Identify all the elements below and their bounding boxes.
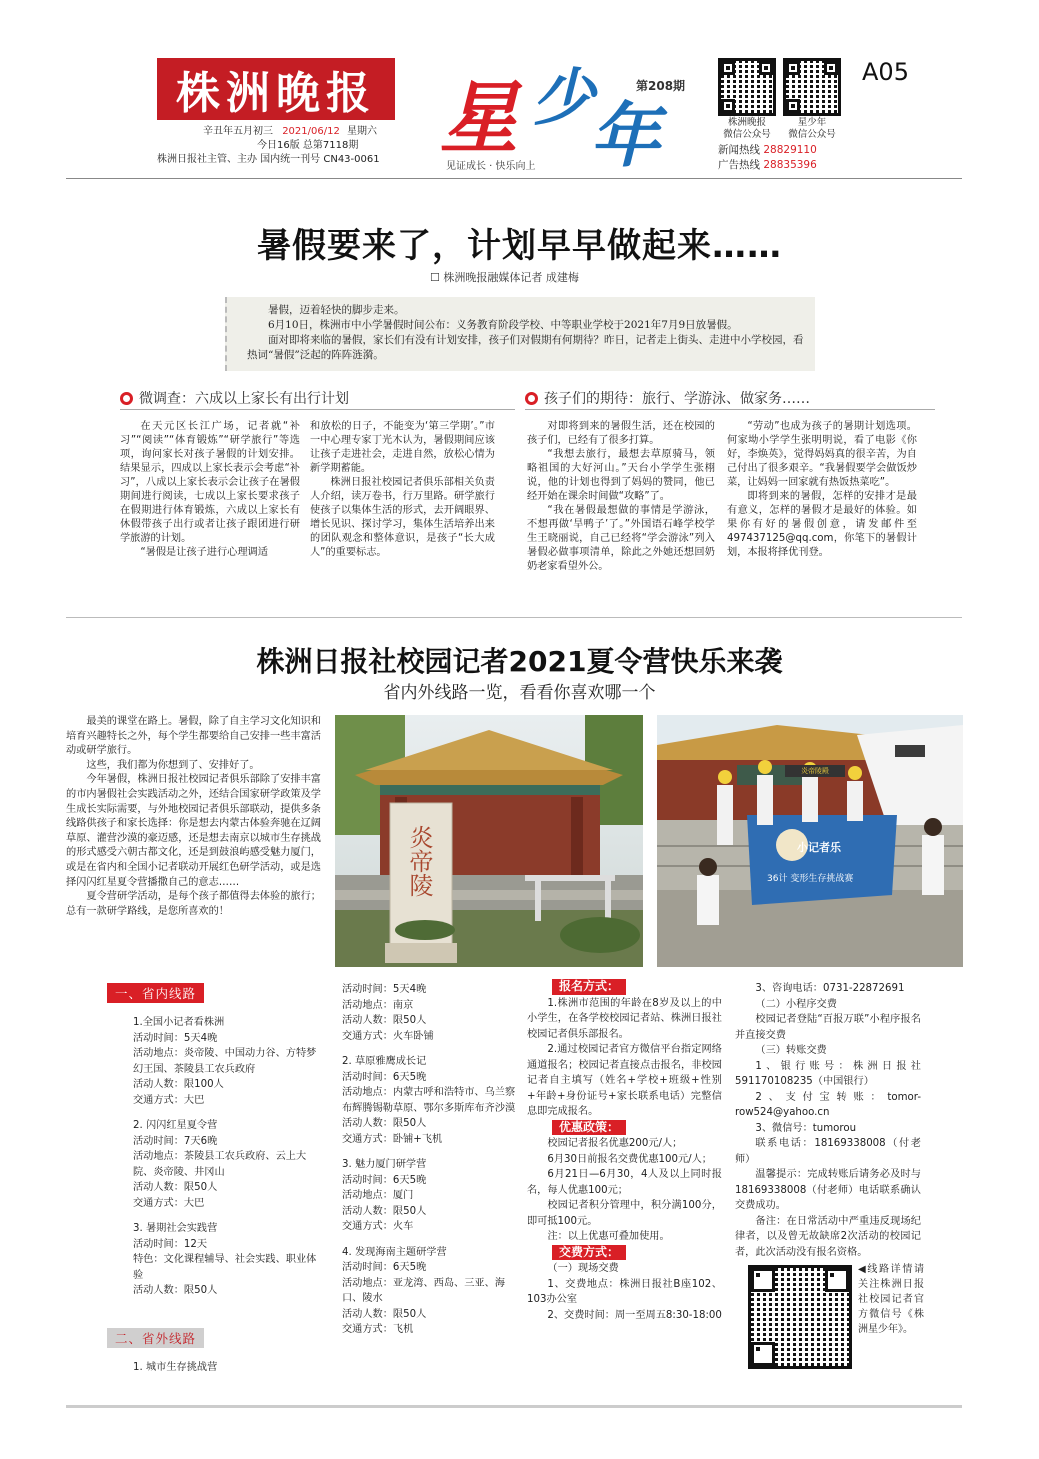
tab-domestic-routes: 一、省内线路 [107, 983, 204, 1003]
weekday: 星期六 [347, 126, 378, 137]
qr1-caption [722, 117, 772, 141]
route-detail: 活动人数：限50人 [342, 1205, 427, 1217]
route-detail: 活动人数：限50人 [133, 1182, 218, 1193]
photo-yandi-mausoleum [335, 715, 643, 967]
news-hotline-label: 新闻热线 [718, 144, 760, 156]
payment-item: 1、交费地点：株洲日报社B座102、103办公室 [527, 1278, 722, 1305]
page-number: A05 [862, 58, 909, 86]
routes-col2 [320, 982, 525, 1338]
paragraph: 对即将到来的暑假生活，还在校园的孩子们，已经有了很多打算。 [527, 421, 715, 446]
ad-hotline [718, 157, 817, 172]
ad-hotline-number: 28835396 [763, 159, 817, 171]
route-title: 3. 暑期社会实践营 [133, 1223, 218, 1234]
slogan: 见证成长 · 快乐向上 [446, 161, 536, 172]
qr-code-campus-reporter [748, 1265, 852, 1369]
route-detail: 活动时间：6天5晚 [342, 1262, 427, 1273]
signup-title: 报名方式： [552, 979, 626, 995]
article2-subheadline: 省内外线路一览，看看你喜欢哪一个 [383, 683, 656, 703]
paragraph: 夏令营研学活动，是每个孩子都值得去体验的旅行；总有一款研学路线，是您所喜欢的！ [66, 891, 321, 917]
payment-item: 校园记者登陆“百报万联”小程序报名并直接交费 [735, 1014, 921, 1041]
route-detail: 活动时间：12天 [133, 1238, 208, 1250]
supplement-logo-char-2: 少 [532, 61, 595, 134]
qr1-caption-line1: 株洲晚报 [727, 117, 766, 128]
route-detail: 活动地点：厦门 [342, 1190, 414, 1201]
route-title: 2. 草原雅鹰成长记 [342, 1056, 427, 1067]
news-hotline [718, 142, 817, 157]
paragraph: 即将到来的暑假，怎样的安排才是最有意义，怎样的暑假才是最好的体验。如果你有好的暑假创意，请发邮件至 497437125@qq.com，你笔下的暑假计划，本报将择优刊登。 [727, 491, 917, 558]
paragraph: 在天元区长江广场，记者就“补习”“阅读”“体育锻炼”“研学旅行”等选项，询问家长对孩子暑假的计划安排。结果显示，四成以上家长表示会考虑“补习”，八成以上家长表示会让孩子在暑假期间进行阅读，七成以上家长要求孩子在假期进行体育锻炼，六成以上家长有休假带孩子出行或者让孩子跟团进行研学旅游的计划。 [120, 421, 300, 544]
route-detail: 活动时间：6天5晚 [342, 1071, 427, 1083]
article-divider [66, 617, 962, 618]
section-bullet-icon [525, 392, 538, 405]
lead-paragraph: 6月10日，株洲市中小学暑假时间公布：义务教育阶段学校、中等职业学校于2021年7月9日放暑假。 [268, 319, 738, 331]
route-detail: 活动时间：7天6晚 [133, 1135, 218, 1147]
discount-item: 6月21日—6月30，4人及以上同时报名，每人优惠100元； [527, 1169, 722, 1196]
paper-logo: 株洲晚报 [157, 58, 395, 120]
route-detail: 特色：文化课程辅导、社会实践、职业体验 [133, 1254, 317, 1281]
discount-title: 优惠政策： [552, 1120, 626, 1136]
qr-note: ◀线路详情请关注株洲日报社校园记者官方微信号《株洲星少年》。 [858, 1264, 924, 1335]
route-detail: 活动地点：南京 [342, 999, 414, 1011]
section-bullet-icon [120, 392, 133, 405]
route-detail: 交通方式：飞机 [342, 1324, 414, 1335]
payment-column [735, 981, 921, 1260]
qr-code-xingshaonian [783, 58, 841, 116]
route-detail: 活动人数：限50人 [133, 1285, 218, 1296]
reminder: 温馨提示：完成转账后请务必及时与18169338008（付老师）电话联系确认交费成功。 [735, 1169, 921, 1211]
contact-phone: 联系电话：18169338008（付老师） [735, 1138, 921, 1165]
payment-item: 2、支付宝转账：tomor-row524@yahoo.cn [735, 1091, 921, 1118]
signup-column [527, 979, 722, 1323]
discount-item: 注：以上优惠可叠加使用。 [547, 1231, 670, 1242]
route-title: 1. 城市生存挑战营 [133, 1362, 218, 1373]
route-detail: 活动人数：限50人 [342, 1118, 427, 1129]
qr2-caption-line2: 微信公众号 [788, 129, 836, 140]
route-detail: 交通方式：卧铺+飞机 [342, 1133, 443, 1145]
payment-item: （二）小程序交费 [755, 998, 837, 1010]
route-title: 1.全国小记者看株洲 [133, 1017, 225, 1028]
qr1-caption-line2: 微信公众号 [723, 129, 771, 140]
discount-item: 校园记者积分管理中，积分满100分，即可抵100元。 [527, 1200, 722, 1227]
lead-paragraph: 暑假，迈着轻快的脚步走来。 [268, 304, 405, 316]
payment-item: 3、咨询电话：0731-22872691 [755, 983, 905, 994]
payment-item: （三）转账交费 [755, 1045, 827, 1056]
section1-heading [120, 388, 349, 408]
payment-title: 交费方式： [552, 1245, 626, 1261]
date: 2021/06/12 [282, 126, 340, 137]
paragraph: 这些，我们都为你想到了、安排好了。 [86, 759, 260, 771]
route-detail: 活动时间：5天4晚 [133, 1032, 218, 1044]
date-line [203, 125, 377, 138]
route-detail: 活动人数：限100人 [133, 1079, 224, 1090]
qr2-caption-line1: 星少年 [797, 117, 827, 128]
payment-item: 3、微信号：tumorou [755, 1122, 857, 1134]
lunar-date: 辛丑年五月初三 [203, 126, 273, 137]
route-detail: 活动人数：限50人 [342, 1015, 427, 1026]
paragraph: “劳动”也成为孩子的暑期计划选项。何家坳小学学生张明明说，看了电影《你好，李焕英》，觉得妈妈真的很辛苦，为自己付出了很多艰辛。“我暑假要学会做饭炒菜，让妈妈一回家就有热饭热菜吃”。 [727, 421, 917, 488]
edition-info: 今日16版 总第7118期 [257, 140, 359, 151]
banner-title: 小记者乐 [797, 841, 841, 854]
section2-title: 孩子们的期待：旅行、学游泳、做家务…… [544, 391, 810, 407]
supplement-logo-char-1: 星 [440, 74, 519, 164]
payment-item: 2、交费时间：周一至周五8:30-18:00 [547, 1309, 722, 1321]
route-detail: 交通方式：大巴 [133, 1094, 205, 1106]
route-detail: 活动地点：内蒙古呼和浩特市、乌兰察布辉腾锡勒草原、鄂尔多斯库布齐沙漠 [342, 1087, 516, 1114]
article2-headline: 株洲日报社校园记者2021夏令营快乐来袭 [256, 645, 783, 678]
signup-item: 1.株洲市范围的年龄在8岁及以上的中小学生，在各学校校园记者站、株洲日报社校园记者俱乐部报名。 [527, 997, 722, 1040]
route-title: 4. 发现海南主题研学营 [342, 1246, 447, 1258]
payment-item: 1、银行账号：株洲日报社591170108235（中国银行） [735, 1060, 921, 1087]
section1-col1 [120, 420, 300, 560]
footer-rule [66, 1405, 962, 1408]
paragraph: “我在暑假最想做的事情是学游泳，不想再做‘旱鸭子’了。”外国语石峰学校学生王晓丽说，自己已经将“学会游泳”列入暑假必做事项清单，除此之外她还想回奶奶老家看望外公。 [527, 505, 715, 572]
route-title: 3. 魅力厦门研学营 [342, 1159, 427, 1170]
paragraph: 株洲日报社校园记者俱乐部相关负责人介绍，读万卷书，行万里路。研学旅行使孩子以集体生活的形式，去开阔眼界、增长见识、探讨学习，集体生活培养出来的团队观念和整体意识，是孩子“长大成人”的重要标志。 [310, 477, 495, 558]
article1-byline: ☐ 株洲晚报融媒体记者 成建梅 [430, 271, 579, 284]
ad-hotline-label: 广告热线 [718, 159, 760, 171]
paragraph: 今年暑假，株洲日报社校园记者俱乐部除了安排丰富的市内暑假社会实践活动之外，还结合国家研学政策及学生成长实际需要，与外地校园记者俱乐部联动，提供多条线路供孩子和家长选择：你是想去内蒙古体验奔驰在辽阔草原、灌营沙漠的豪迈感，还是想去南京以城市生存挑战的形式感受六朝古都文化，还是到鼓浪屿感受魅力厦门，或是在省内和全国小记者联动开展红色研学活动，或是选择闪闪红星夏令营播撒自己的意志…… [66, 774, 321, 888]
section1-col2 [310, 420, 495, 560]
remark: 备注：在日常活动中严重违反现场纪律者，以及曾无故缺席2次活动的校园记者，此次活动没有报名资格。 [735, 1215, 921, 1258]
route-detail: 活动地点：炎帝陵、中国动力谷、方特梦幻王国、茶陵县工农兵政府 [133, 1048, 317, 1075]
payment-item: （一）现场交费 [547, 1263, 619, 1274]
article2-intro [66, 715, 321, 919]
article1-headline: 暑假要来了，计划早早做起来…… [257, 226, 782, 266]
stele-inscription: 炎帝陵 [405, 825, 433, 897]
paragraph: “我想去旅行，最想去草原骑马，领略祖国的大好河山。”天台小学学生张栩说，他的计划也得到了妈妈的赞同，他已经开始在课余时间做“攻略”了。 [527, 449, 715, 502]
route-detail: 活动地点：亚龙湾、西岛、三亚、海口、陵水 [342, 1277, 505, 1304]
route-detail: 交通方式：大巴 [133, 1197, 205, 1209]
section1-rule [120, 409, 515, 410]
discount-item: 校园记者报名优惠200元/人； [547, 1138, 683, 1149]
discount-item: 6月30日前报名交费优惠100元/人； [547, 1153, 712, 1165]
news-hotline-number: 28829110 [763, 144, 817, 156]
route-detail: 活动时间：6天5晚 [342, 1174, 427, 1186]
publisher-info: 株洲日报社主管、主办 国内统一刊号 CN43-0061 [157, 154, 380, 165]
route-detail: 交通方式：火车卧铺 [342, 1030, 434, 1042]
route-detail: 活动时间：5天4晚 [342, 984, 427, 995]
route-detail: 活动人数：限50人 [342, 1308, 427, 1320]
section2-heading [525, 388, 810, 408]
section1-title: 微调查：六成以上家长有出行计划 [139, 391, 349, 407]
masthead-divider [66, 178, 962, 179]
section2-rule [525, 409, 935, 410]
issue-number: 第208期 [636, 79, 686, 93]
paragraph: 最美的课堂在路上。暑假，除了自主学习文化知识和培育兴趣特长之外，每个学生都要给自己安排一些丰富活动或研学旅行。 [66, 716, 321, 757]
qr2-caption [787, 117, 837, 141]
section2-col2 [727, 420, 917, 560]
photo-campers-group [657, 715, 963, 967]
route-detail: 活动地点：茶陵县工农兵政府、云上大院、炎帝陵、井冈山 [133, 1151, 307, 1178]
banner-subtitle: 36计 变形生存挑战赛 [767, 874, 854, 884]
article1-lead [225, 297, 815, 371]
routes-col1 [111, 1015, 323, 1299]
supplement-logo-char-3: 年 [590, 95, 660, 177]
tab-outside-routes: 二、省外线路 [107, 1328, 204, 1348]
signup-item: 2.通过校园记者官方微信平台指定网络通道报名；校园记者直接点击报名，非校园记者自主填写（姓名+学校+班级+性别+年龄+身份证号+家长联系电话）完整信息即完成报名。 [527, 1044, 722, 1117]
route-title: 2. 闪闪红星夏令营 [133, 1120, 218, 1131]
section2-col1 [527, 420, 715, 574]
paragraph: 和放松的日子，不能变为‘第三学期’。”市一中心理专家丁光木认为，暑假期间应该让孩子走进社会，走进自然，放松心情为新学期蓄能。 [310, 421, 495, 474]
lead-paragraph: 面对即将来临的暑假，家长们有没有计划安排，孩子们对假期有何期待？昨日，记者走上街头、走进中小学校园，看热词“暑假”泛起的阵阵涟漪。 [247, 334, 804, 361]
route-detail: 交通方式：火车 [342, 1221, 414, 1232]
building-sign: 炎帝陵殿 [785, 765, 845, 777]
qr-code-wanbao [718, 58, 776, 116]
paragraph: “暑假是让孩子进行心理调适 [140, 547, 268, 558]
